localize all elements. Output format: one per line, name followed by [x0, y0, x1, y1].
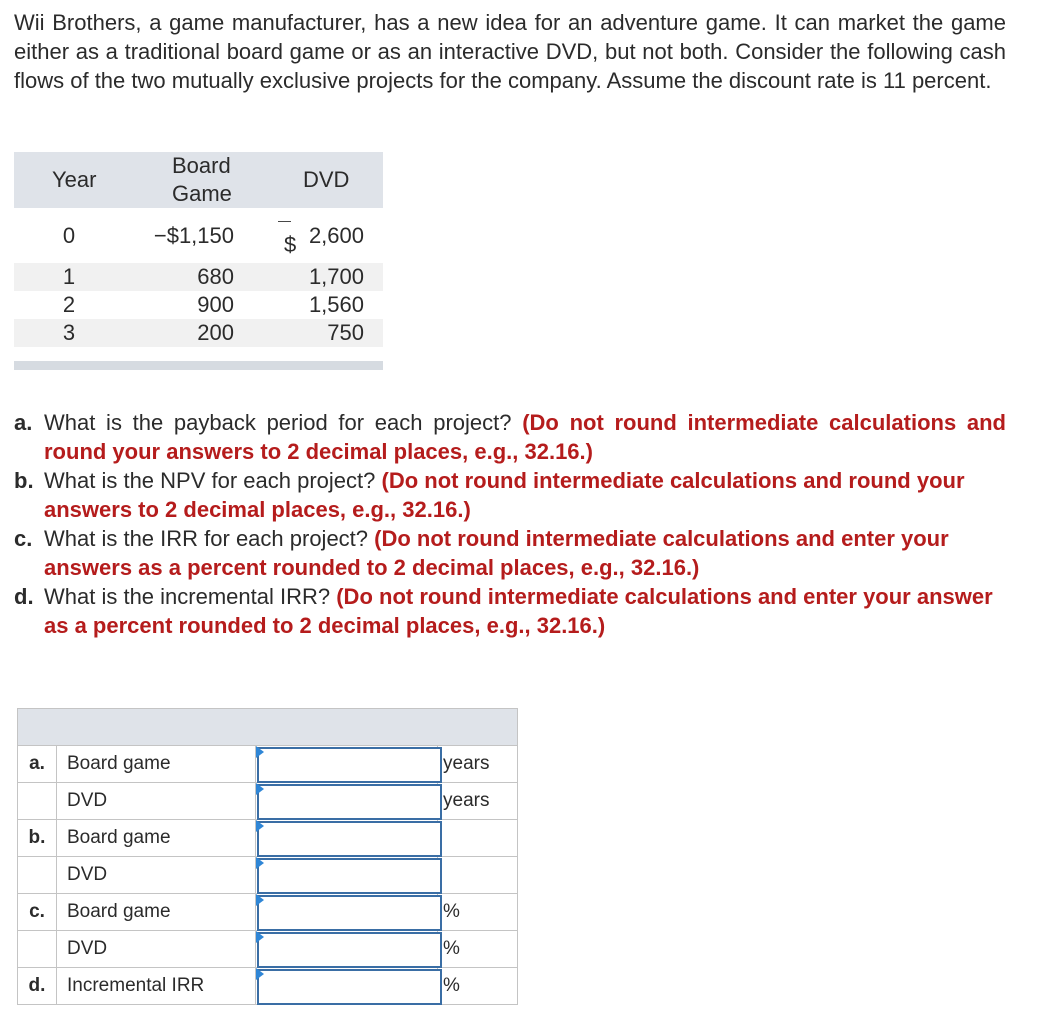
cf-year: 3: [62, 320, 76, 345]
incremental-irr-input[interactable]: [257, 969, 442, 1005]
irr-dvd-input[interactable]: [257, 932, 442, 968]
question-item: [14, 408, 1006, 466]
answer-label: DVD: [57, 931, 256, 968]
question-letter: c.: [14, 526, 33, 551]
answer-letter: b.: [18, 820, 57, 857]
answer-letter: [18, 931, 57, 968]
cf-dvd-prefix: $: [284, 232, 297, 257]
question-note: (Do not round intermediate calculations and round your answers to 2 decimal places, e.g., 32.16.): [44, 468, 965, 522]
question-letter: a.: [14, 410, 33, 435]
cf-dvd: 1,560: [308, 292, 364, 317]
answer-row: [18, 894, 518, 931]
question-text: What is the incremental IRR?: [44, 584, 331, 609]
input-marker-icon: [256, 783, 264, 795]
answer-table: [17, 708, 518, 1005]
answer-row: [18, 783, 518, 820]
input-marker-icon: [256, 968, 264, 980]
cf-dvd: 2,600: [308, 223, 364, 248]
irr-board-input[interactable]: [257, 895, 442, 931]
input-marker-icon: [256, 857, 264, 869]
cf-dvd-minus: —: [278, 213, 291, 228]
input-marker-icon: [256, 820, 264, 832]
answer-unit: %: [438, 968, 518, 1005]
question-item: [14, 524, 1006, 582]
answer-letter: c.: [18, 894, 57, 931]
npv-dvd-input[interactable]: [257, 858, 442, 894]
cashflow-table-footer: [14, 361, 383, 370]
cf-board: 900: [197, 292, 234, 317]
answer-unit: [438, 820, 518, 857]
question-text: What is the NPV for each project?: [44, 468, 376, 493]
input-marker-icon: [256, 931, 264, 943]
header-dvd: DVD: [303, 167, 350, 192]
cf-dvd: 750: [327, 320, 364, 345]
cf-year: 1: [62, 264, 76, 289]
answer-row: [18, 857, 518, 894]
answer-row: [18, 931, 518, 968]
answer-unit: %: [438, 894, 518, 931]
answer-unit: [438, 857, 518, 894]
header-board-line2: Game: [172, 181, 232, 206]
question-note: (Do not round intermediate calculations and round your answers to 2 decimal places, e.g., 32.16.): [44, 410, 1006, 464]
answer-row: [18, 820, 518, 857]
question-letter: d.: [14, 584, 34, 609]
payback-board-input[interactable]: [257, 747, 442, 783]
cf-year: 2: [62, 292, 76, 317]
answer-letter: d.: [18, 968, 57, 1005]
answer-label: Board game: [57, 894, 256, 931]
answer-label: Board game: [57, 746, 256, 783]
question-note: (Do not round intermediate calculations and enter your answer as a percent rounded to 2 decimal places, e.g., 32.16.): [44, 584, 993, 638]
question-text: What is the payback period for each project?: [44, 410, 512, 435]
cf-board: −$1,150: [153, 223, 234, 248]
answer-row: [18, 968, 518, 1005]
answer-letter: a.: [18, 746, 57, 783]
answer-table-header: [18, 709, 518, 746]
input-marker-icon: [256, 746, 264, 758]
cf-board: 200: [197, 320, 234, 345]
question-item: [14, 582, 1006, 640]
answer-letter: [18, 857, 57, 894]
cashflow-table: [14, 152, 383, 370]
question-letter: b.: [14, 468, 34, 493]
question-item: [14, 466, 1006, 524]
answer-header-cell: [18, 709, 518, 746]
question-note: (Do not round intermediate calculations and enter your answers as a percent rounded to 2 decimal places, e.g., 32.16.): [44, 526, 949, 580]
answer-label: Board game: [57, 820, 256, 857]
question-text: What is the IRR for each project?: [44, 526, 369, 551]
answer-unit: years: [438, 746, 518, 783]
cf-board: 680: [197, 264, 234, 289]
cf-dvd: 1,700: [308, 264, 364, 289]
answer-label: Incremental IRR: [57, 968, 256, 1005]
answer-row: [18, 746, 518, 783]
question-list: [14, 408, 1006, 640]
cf-year: 0: [62, 223, 76, 248]
problem-intro: Wii Brothers, a game manufacturer, has a new idea for an adventure game. It can market the game either as a traditional board game or as an interactive DVD, but not both. Consider the following cash flows of the two mutually exclusive projects for the company. Assume the discount rate is 11 percent.: [14, 10, 1006, 93]
input-marker-icon: [256, 894, 264, 906]
answer-label: DVD: [57, 783, 256, 820]
answer-label: DVD: [57, 857, 256, 894]
header-board-line1: Board: [172, 153, 231, 178]
header-year: Year: [52, 167, 97, 192]
payback-dvd-input[interactable]: [257, 784, 442, 820]
answer-unit: %: [438, 931, 518, 968]
npv-board-input[interactable]: [257, 821, 442, 857]
answer-unit: years: [438, 783, 518, 820]
answer-letter: [18, 783, 57, 820]
